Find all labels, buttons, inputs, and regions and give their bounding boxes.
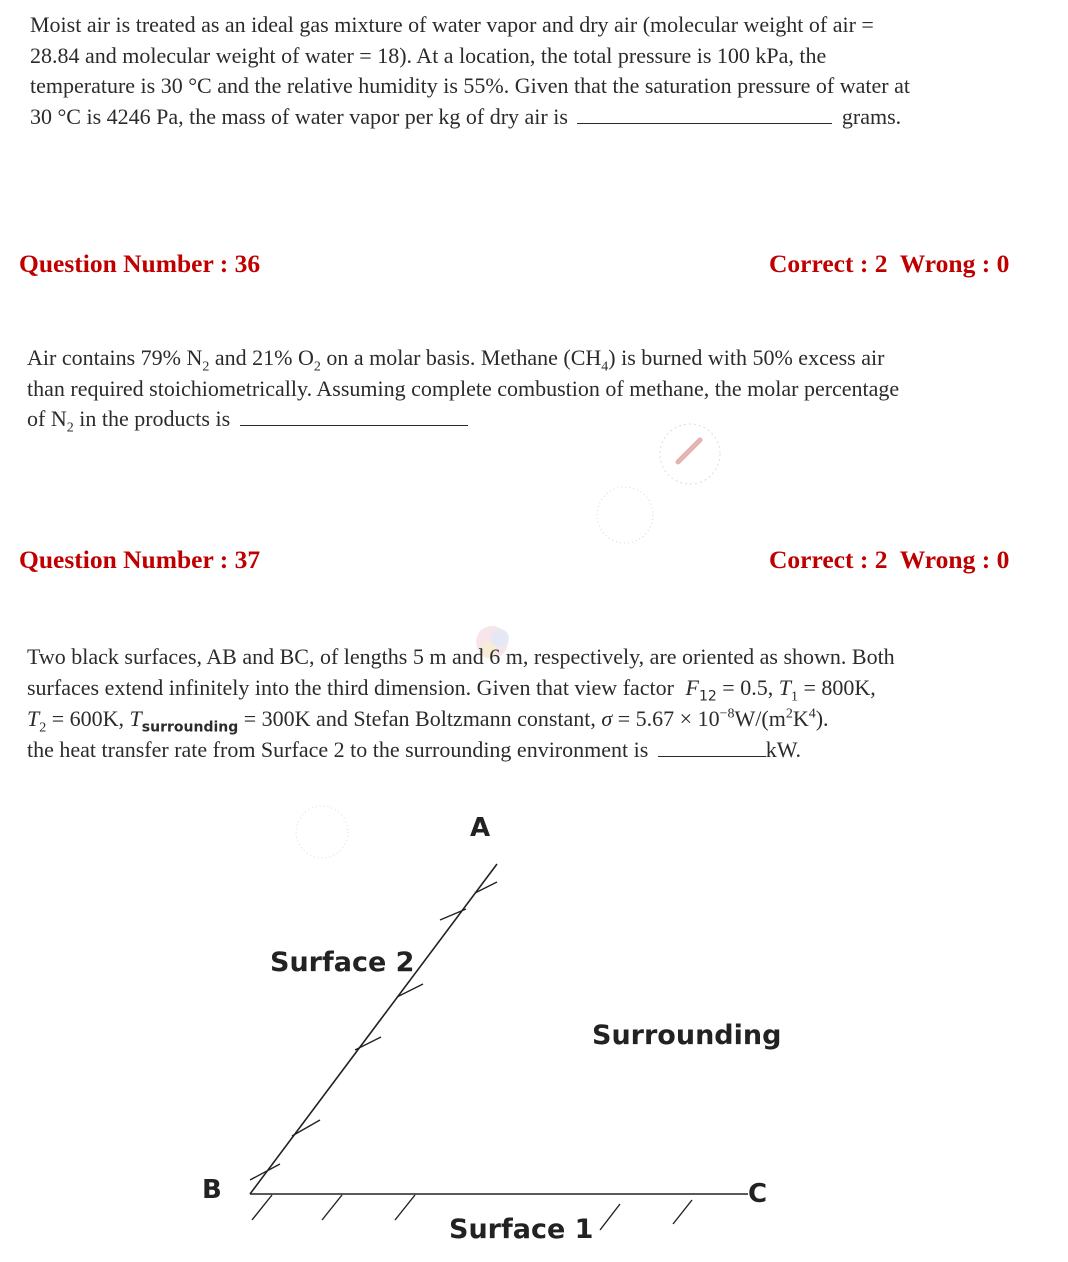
q37-line-3a: = 600K, bbox=[51, 706, 125, 731]
q35-line-3: temperature is 30 °C and the relative humidity is 55%. Given that the saturation pressure of water at bbox=[30, 73, 910, 98]
q37-line-3c: = 5.67 × 10 bbox=[617, 706, 720, 731]
q36-line-3b: in the products is bbox=[73, 406, 231, 431]
q37-unit: kW. bbox=[765, 737, 802, 762]
q36-line-1 bbox=[27, 343, 1047, 374]
q37-text bbox=[27, 641, 1057, 765]
q36-score bbox=[769, 249, 1009, 279]
surrounding-label: Surrounding bbox=[592, 1020, 782, 1051]
q37-line-2 bbox=[27, 672, 1057, 703]
surface-2-hatching bbox=[250, 882, 497, 1180]
temperature-symbol: T bbox=[778, 675, 791, 700]
temperature-symbol: T bbox=[129, 706, 142, 731]
q37-line-1: Two black surfaces, AB and BC, of lengths 5 m and 6 m, respectively, are oriented as shown. Both bbox=[27, 644, 895, 669]
q35-line-4 bbox=[30, 102, 1050, 133]
q37-heading: Question Number : 37 bbox=[19, 545, 261, 574]
subscript: surrounding bbox=[141, 719, 239, 736]
point-a-label: A bbox=[470, 813, 491, 843]
q37-line-3 bbox=[27, 703, 1057, 734]
superscript: 2 bbox=[785, 706, 793, 722]
q37-line-3e: K bbox=[792, 706, 809, 731]
superscript: 4 bbox=[808, 706, 816, 722]
watermark-stamp bbox=[296, 806, 348, 858]
subscript: 4 bbox=[601, 359, 609, 375]
subscript: 2 bbox=[313, 359, 321, 375]
surfaces-diagram bbox=[0, 792, 1068, 1262]
q36-line-1d: ) is burned with 50% excess air bbox=[608, 345, 885, 370]
surface-1-label: Surface 1 bbox=[449, 1214, 594, 1245]
surface-2-line bbox=[250, 864, 497, 1194]
sigma-symbol: σ bbox=[601, 706, 613, 731]
q35-answer-blank bbox=[577, 103, 832, 124]
q35-line-1: Moist air is treated as an ideal gas mixture of water vapor and dry air (molecular weight of air = bbox=[30, 12, 874, 37]
point-c-label: C bbox=[748, 1179, 768, 1209]
q36-wrong: Wrong : 0 bbox=[899, 249, 1010, 278]
subscript: 2 bbox=[66, 420, 74, 436]
q37-line-2a: surfaces extend infinitely into the third dimension. Given that view factor bbox=[27, 675, 674, 700]
q36-line-2: than required stoichiometrically. Assuming complete combustion of methane, the molar percentage bbox=[27, 375, 900, 401]
q37-line-2b: = 0.5, bbox=[722, 675, 774, 700]
q37-line-3b: = 300K and Stefan Boltzmann constant, bbox=[243, 706, 596, 731]
q37-line-2c: = 800K, bbox=[803, 675, 876, 700]
view-factor-symbol: F bbox=[685, 675, 699, 700]
q36-answer-blank bbox=[240, 405, 468, 426]
q36-line-1a: Air contains 79% N bbox=[27, 345, 203, 370]
q36-text bbox=[27, 343, 1047, 435]
temperature-symbol: T bbox=[27, 706, 40, 731]
point-b-label: B bbox=[202, 1175, 222, 1205]
q37-answer-blank bbox=[658, 736, 766, 757]
q37-score bbox=[769, 545, 1009, 575]
q35-text bbox=[30, 10, 1050, 132]
q36-line-1b: and 21% O bbox=[209, 345, 314, 370]
subscript: 1 bbox=[790, 689, 798, 705]
q37-wrong: Wrong : 0 bbox=[899, 545, 1010, 574]
q36-line-1c: on a molar basis. Methane (CH bbox=[320, 345, 602, 370]
q37-line-3f: ). bbox=[815, 706, 829, 731]
q37-line-4 bbox=[27, 734, 1057, 765]
q37-line-3d: W/(m bbox=[734, 706, 786, 731]
subscript: 2 bbox=[39, 720, 47, 736]
q36-line-3 bbox=[27, 404, 1047, 435]
q37-line-4a: the heat transfer rate from Surface 2 to the surrounding environment is bbox=[27, 737, 649, 762]
subscript: 12 bbox=[698, 688, 717, 705]
q35-line-4a: 30 °C is 4246 Pa, the mass of water vapor per kg of dry air is bbox=[30, 103, 568, 129]
q36-correct: Correct : 2 bbox=[769, 249, 888, 278]
superscript: −8 bbox=[719, 706, 735, 722]
watermark-stamp bbox=[585, 475, 675, 555]
q36-heading: Question Number : 36 bbox=[19, 249, 261, 278]
q35-line-2: 28.84 and molecular weight of water = 18). At a location, the total pressure is 100 kPa, the bbox=[30, 42, 827, 68]
subscript: 2 bbox=[202, 359, 210, 375]
q36-line-3a: of N bbox=[27, 406, 67, 431]
surface-2-label: Surface 2 bbox=[270, 947, 415, 978]
q35-unit: grams. bbox=[841, 103, 902, 129]
q37-correct: Correct : 2 bbox=[769, 545, 888, 574]
